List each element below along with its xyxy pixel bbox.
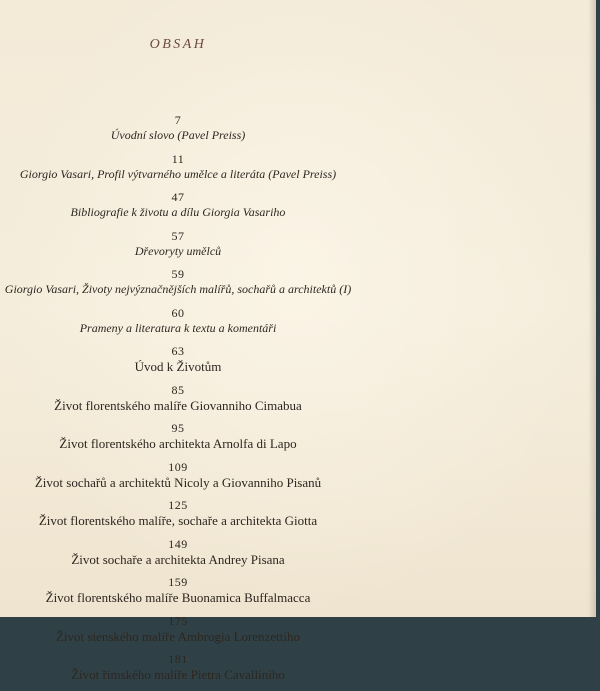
toc-entry-title: Giorgio Vasari, Profil výtvarného umělce a literáta (Pavel Preiss) bbox=[19, 166, 337, 181]
toc-entry-title: Prameny a literatura k textu a komentáři bbox=[79, 320, 277, 335]
toc-entry bbox=[0, 614, 356, 653]
toc-entry-title: Život florentského malíře Giovanniho Cimabua bbox=[54, 397, 302, 413]
toc-entry bbox=[0, 344, 356, 383]
toc-entry-title: Bibliografie k životu a dílu Giorgia Vasariho bbox=[70, 205, 286, 219]
toc-entry-title: Život florentského malíře Buonamica Buffalmacca bbox=[45, 590, 311, 605]
toc-entry bbox=[0, 152, 356, 191]
table-of-contents bbox=[0, 113, 356, 691]
toc-entry bbox=[0, 267, 356, 306]
toc-entry bbox=[0, 575, 356, 614]
toc-page-number: 85 bbox=[171, 382, 185, 397]
toc-page-number: 95 bbox=[171, 421, 185, 435]
toc-entry-title: Život sochařů a architektů Nicoly a Giovanniho Pisanů bbox=[34, 474, 322, 490]
toc-page-number: 63 bbox=[171, 344, 185, 358]
toc-entry bbox=[0, 537, 356, 576]
toc-page-number: 149 bbox=[168, 536, 188, 551]
toc-page-number: 57 bbox=[171, 228, 185, 243]
toc-page-number: 109 bbox=[168, 459, 188, 474]
toc-page-number: 11 bbox=[171, 151, 185, 166]
toc-entry bbox=[0, 498, 356, 537]
toc-entry-title: Život florentského malíře, sochaře a architekta Giotta bbox=[38, 513, 318, 528]
toc-page-number: 159 bbox=[168, 575, 188, 589]
toc-entry bbox=[0, 113, 356, 152]
toc-entry-title: Úvodní slovo (Pavel Preiss) bbox=[110, 128, 246, 142]
toc-entry bbox=[0, 421, 356, 460]
toc-entry bbox=[0, 383, 356, 422]
toc-entry bbox=[0, 190, 356, 229]
toc-page-number: 47 bbox=[171, 190, 185, 204]
toc-page-number: 60 bbox=[171, 305, 185, 320]
toc-entry bbox=[0, 306, 356, 345]
toc-entry bbox=[0, 229, 356, 268]
toc-entry-title: Dřevoryty umělců bbox=[134, 243, 222, 258]
toc-entry-title: Život sienského malíře Ambrogia Lorenzettiho bbox=[55, 628, 301, 644]
toc-entry bbox=[0, 460, 356, 499]
toc-entry bbox=[0, 652, 356, 691]
toc-page-number: 7 bbox=[174, 113, 182, 127]
toc-page-number: 181 bbox=[168, 652, 188, 666]
toc-entry-title: Život římského malíře Pietra Cavalliniho bbox=[71, 667, 285, 682]
toc-page-number: 175 bbox=[168, 613, 188, 628]
toc-page-number: 59 bbox=[171, 267, 185, 281]
toc-entry-title: Život sochaře a architekta Andrey Pisana bbox=[71, 551, 285, 567]
page-title: OBSAH bbox=[149, 37, 207, 52]
toc-entry-title: Giorgio Vasari, Životy nejvýznačnějších malířů, sochařů a architektů (I) bbox=[4, 282, 352, 296]
toc-entry-title: Úvod k Životům bbox=[134, 359, 222, 374]
toc-page-number: 125 bbox=[168, 498, 188, 512]
toc-entry-title: Život florentského architekta Arnolfa di Lapo bbox=[59, 436, 297, 451]
page-edge-shadow bbox=[588, 0, 596, 617]
